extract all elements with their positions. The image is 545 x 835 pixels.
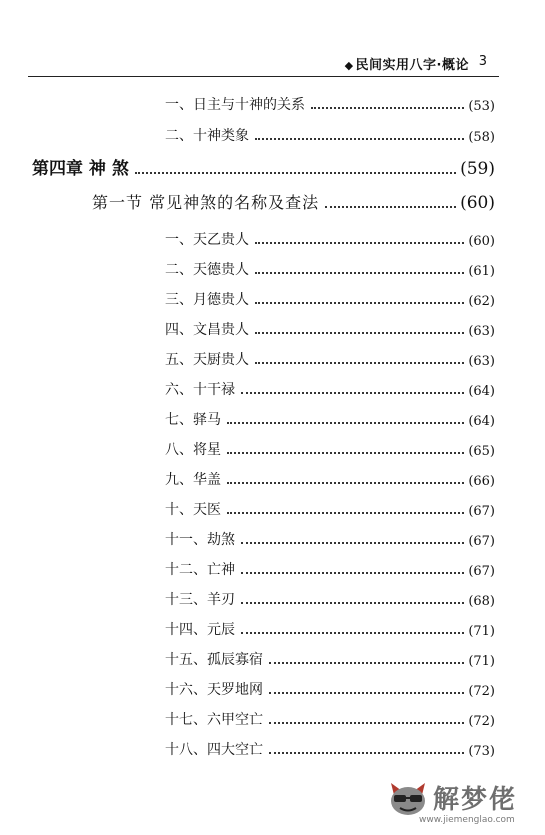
toc-title: 一、日主与十神的关系 [165, 97, 305, 113]
toc-leader-dots [241, 392, 464, 394]
toc-entry [0, 285, 545, 309]
toc-leader-dots [241, 542, 464, 544]
toc-title: 八、将星 [165, 442, 221, 458]
toc-entry [0, 735, 545, 759]
toc-page-number: (64) [468, 414, 495, 429]
toc-leader-dots [241, 632, 464, 634]
toc-page-number: (60) [460, 193, 495, 213]
toc-entry [0, 495, 545, 519]
toc-leader-dots [255, 332, 464, 334]
toc-title: 一、天乙贵人 [165, 232, 249, 248]
toc-row [32, 154, 495, 179]
toc-row [165, 469, 495, 489]
toc-leader-dots [227, 422, 464, 424]
toc-page-number: (62) [468, 294, 495, 309]
toc-title: 十七、六甲空亡 [165, 712, 263, 728]
toc-row [165, 379, 495, 399]
toc-page-number: (73) [468, 744, 495, 759]
toc-page-number: (53) [468, 99, 495, 114]
toc-entry [0, 525, 545, 549]
watermark-url: www.jiemenglao.com [419, 815, 515, 825]
header-rule [28, 76, 499, 77]
toc-title: 十二、亡神 [165, 562, 235, 578]
toc-leader-dots [227, 452, 464, 454]
toc-leader-dots [255, 362, 464, 364]
toc-leader-dots [227, 482, 464, 484]
toc-entry [0, 375, 545, 399]
toc-row [165, 619, 495, 639]
toc-title: 五、天厨贵人 [165, 352, 249, 368]
toc-entry [0, 465, 545, 489]
toc-row [165, 349, 495, 369]
toc-row [165, 439, 495, 459]
toc-page-number: (66) [468, 474, 495, 489]
toc-title: 十五、孤辰寡宿 [165, 652, 263, 668]
toc-row [165, 559, 495, 579]
toc-entry [0, 90, 545, 114]
toc-leader-dots [241, 572, 464, 574]
toc-row [165, 94, 495, 114]
toc-row [165, 125, 495, 145]
toc-leader-dots [269, 722, 464, 724]
toc-title: 六、十干禄 [165, 382, 235, 398]
toc-row [165, 259, 495, 279]
toc-title: 十一、劫煞 [165, 532, 235, 548]
toc-entry [0, 189, 545, 213]
toc-page-number: (67) [468, 534, 495, 549]
toc-page-number: (64) [468, 384, 495, 399]
toc-page-number: (67) [468, 504, 495, 519]
header-title-text: 民间实用八字·概论 [355, 58, 469, 73]
header-title [345, 54, 469, 73]
toc-entry [0, 615, 545, 639]
toc-entry [0, 225, 545, 249]
toc-title: 十八、四大空亡 [165, 742, 263, 758]
toc-row [165, 709, 495, 729]
toc-entry [0, 555, 545, 579]
running-header [0, 54, 545, 74]
watermark [385, 777, 535, 831]
watermark-text: 解梦佬 [433, 785, 518, 815]
header-page-number: 3 [478, 54, 487, 69]
toc-title: 十四、元辰 [165, 622, 235, 638]
toc-entry [0, 121, 545, 145]
toc-title: 七、驿马 [165, 412, 221, 428]
toc-leader-dots [255, 138, 464, 140]
toc-entry [0, 255, 545, 279]
toc-title: 九、华盖 [165, 472, 221, 488]
toc-leader-dots [255, 272, 464, 274]
toc-entry [0, 705, 545, 729]
toc-title: 二、十神类象 [165, 128, 249, 144]
toc-row [92, 190, 495, 213]
toc-leader-dots [227, 512, 464, 514]
toc-row [165, 649, 495, 669]
toc-page-number: (71) [468, 624, 495, 639]
toc-title: 第四章 神 煞 [32, 159, 129, 179]
toc-entry [0, 345, 545, 369]
toc-title: 第一节 常见神煞的名称及查法 [92, 193, 320, 212]
toc-leader-dots [269, 752, 464, 754]
toc-leader-dots [311, 107, 464, 109]
toc-entry [0, 315, 545, 339]
toc-row [165, 409, 495, 429]
toc-page-number: (59) [460, 159, 495, 179]
toc-leader-dots [325, 206, 456, 208]
toc-row [165, 319, 495, 339]
toc-leader-dots [255, 302, 464, 304]
toc-title: 十六、天罗地网 [165, 682, 263, 698]
toc-title: 十、天医 [165, 502, 221, 518]
toc-entry [0, 585, 545, 609]
toc-title: 十三、羊刃 [165, 592, 235, 608]
toc-page-number: (61) [468, 264, 495, 279]
toc-row [165, 589, 495, 609]
toc-title: 四、文昌贵人 [165, 322, 249, 338]
toc-row [165, 739, 495, 759]
toc-entry [0, 405, 545, 429]
toc-entry [0, 155, 545, 179]
toc-page-number: (60) [468, 234, 495, 249]
toc-page-number: (71) [468, 654, 495, 669]
toc-page-number: (67) [468, 564, 495, 579]
toc-page-number: (63) [468, 324, 495, 339]
toc-page-number: (63) [468, 354, 495, 369]
toc-row [165, 289, 495, 309]
toc-row [165, 679, 495, 699]
toc-page-number: (58) [468, 130, 495, 145]
fox-mascot-icon [387, 777, 429, 819]
toc-page-number: (72) [468, 714, 495, 729]
toc-leader-dots [135, 172, 456, 174]
toc-entry [0, 645, 545, 669]
toc-title: 二、天德贵人 [165, 262, 249, 278]
toc-page-number: (65) [468, 444, 495, 459]
toc-row [165, 499, 495, 519]
toc-title: 三、月德贵人 [165, 292, 249, 308]
diamond-icon: ◆ [344, 59, 354, 72]
toc-row [165, 529, 495, 549]
toc-leader-dots [269, 662, 464, 664]
toc-entry [0, 435, 545, 459]
toc-leader-dots [255, 242, 464, 244]
toc-leader-dots [269, 692, 464, 694]
toc-entry [0, 675, 545, 699]
toc-page-number: (72) [468, 684, 495, 699]
toc-leader-dots [241, 602, 464, 604]
toc-page-number: (68) [468, 594, 495, 609]
toc-row [165, 229, 495, 249]
